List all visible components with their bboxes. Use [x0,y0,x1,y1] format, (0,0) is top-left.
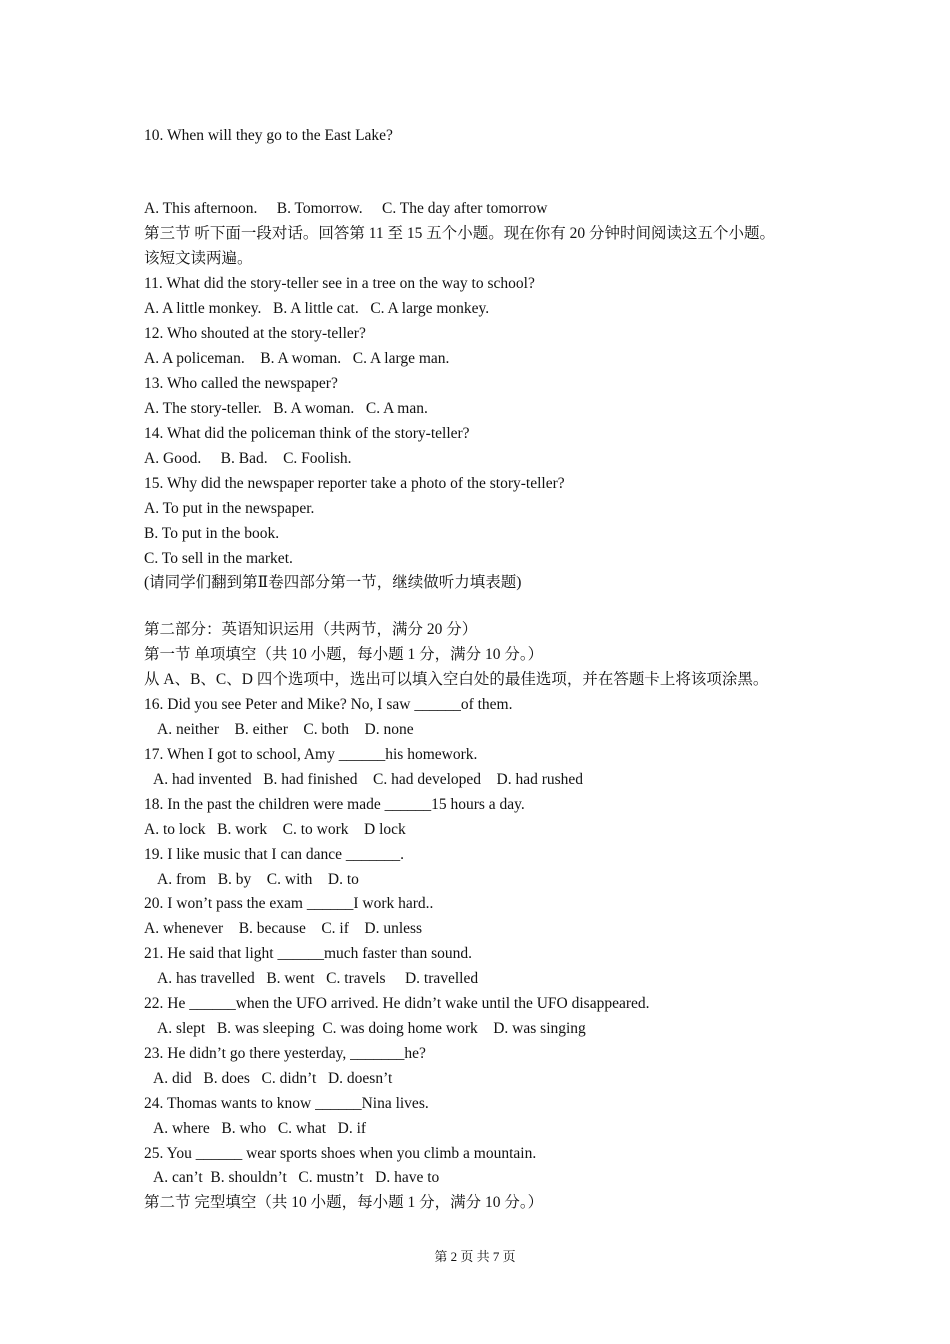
question-17: 17. When I got to school, Amy ______his homework. [144,746,478,763]
section-3-heading: 第三节 听下面一段对话。回答第 11 至 15 五个小题。现在你有 20 分钟时间阅读这五个小题。 [144,225,776,242]
question-25: 25. You ______ wear sports shoes when you climb a mountain. [144,1145,537,1162]
section-2-heading: 第二节 完型填空（共 10 小题，每小题 1 分，满分 10 分。） [144,1194,544,1211]
question-18: 18. In the past the children were made ______15 hours a day. [144,796,525,813]
question-12: 12. Who shouted at the story-teller? [144,325,366,342]
page-footer: 第 2 页 共 7 页 [434,1249,516,1264]
question-20: 20. I won’t pass the exam ______I work hard.. [144,895,434,912]
question-11: 11. What did the story-teller see in a tree on the way to school? [144,275,535,292]
question-10: 10. When will they go to the East Lake? [144,127,393,144]
options-22: A. slept B. was sleeping C. was doing home work D. was singing [157,1020,586,1037]
options-11: A. A little monkey. B. A little cat. C. A large monkey. [144,300,490,317]
options-21: A. has travelled B. went C. travels D. travelled [157,970,479,987]
section-3-heading-cont: 该短文读两遍。 [144,250,253,267]
question-15: 15. Why did the newspaper reporter take a photo of the story-teller? [144,475,565,492]
section-1-instruction: 从 A、B、C、D 四个选项中，选出可以填入空白处的最佳选项，并在答题卡上将该项涂黑。 [144,671,769,688]
question-23: 23. He didn’t go there yesterday, _______he? [144,1045,426,1062]
option-15c: C. To sell in the market. [144,550,293,567]
options-10: A. This afternoon. B. Tomorrow. C. The day after tomorrow [144,200,548,217]
options-23: A. did B. does C. didn’t D. doesn’t [153,1070,393,1087]
options-18: A. to lock B. work C. to work D lock [144,821,406,838]
option-15a: A. To put in the newspaper. [144,500,315,517]
options-14: A. Good. B. Bad. C. Foolish. [144,450,352,467]
options-12: A. A policeman. B. A woman. C. A large man. [144,350,450,367]
options-25: A. can’t B. shouldn’t C. mustn’t D. have to [153,1169,440,1186]
question-14: 14. What did the policeman think of the story-teller? [144,425,470,442]
question-13: 13. Who called the newspaper? [144,375,338,392]
question-19: 19. I like music that I can dance _______. [144,846,404,863]
question-16: 16. Did you see Peter and Mike? No, I saw ______of them. [144,696,513,713]
part-2-heading: 第二部分：英语知识运用（共两节，满分 20 分） [144,621,478,638]
options-20: A. whenever B. because C. if D. unless [144,920,423,937]
options-19: A. from B. by C. with D. to [157,871,359,888]
options-24: A. where B. who C. what D. if [153,1120,367,1137]
question-22: 22. He ______when the UFO arrived. He didn’t wake until the UFO disappeared. [144,995,650,1012]
section-1-heading: 第一节 单项填空（共 10 小题，每小题 1 分，满分 10 分。） [144,646,544,663]
question-24: 24. Thomas wants to know ______Nina lives. [144,1095,429,1112]
options-17: A. had invented B. had finished C. had developed D. had rushed [153,771,584,788]
instruction-note: (请同学们翻到第Ⅱ卷四部分第一节，继续做听力填表题) [144,574,522,591]
options-16: A. neither B. either C. both D. none [157,721,414,738]
option-15b: B. To put in the book. [144,525,280,542]
options-13: A. The story-teller. B. A woman. C. A man. [144,400,428,417]
question-21: 21. He said that light ______much faster than sound. [144,945,473,962]
